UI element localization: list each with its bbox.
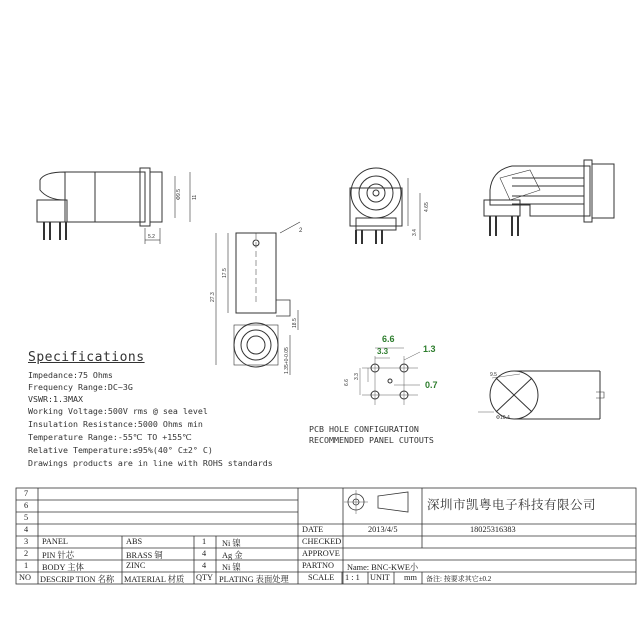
spec-temperature: Temperature Range:-55℃ TO +155℃ <box>28 432 192 442</box>
header-plating: PLATING 表面处理 <box>219 575 289 584</box>
spec-vswr: VSWR:1.3MAX <box>28 394 83 404</box>
dim-pcb-0-7: 0.7 <box>425 380 438 390</box>
scale-label: SCALE <box>308 573 335 582</box>
partno-label: PARTNO <box>302 561 334 570</box>
dim-pcb-3-3-side: 3.3 <box>354 373 360 380</box>
unit-value: mm <box>404 573 417 582</box>
part-3-desc: PANEL <box>42 537 68 546</box>
front-view <box>350 168 420 244</box>
tolerance-note: 备注: 按要求其它±0.2 <box>426 575 492 583</box>
spec-voltage: Working Voltage:500V rms @ sea level <box>28 406 208 416</box>
dim-pcb-6-6-side: 6.6 <box>344 379 350 386</box>
row-number-6: 6 <box>24 501 29 510</box>
part-1-qty: 4 <box>202 561 207 570</box>
unit-label: UNIT <box>370 573 390 582</box>
header-qty: QTY <box>196 573 214 582</box>
dim-pcb-1-3: 1.3 <box>423 344 436 354</box>
header-no: NO <box>19 573 31 582</box>
section-view <box>484 160 614 236</box>
dim-top-17-5: 17.5 <box>222 268 228 278</box>
dim-top-2: 2 <box>299 228 303 234</box>
dim-pcb-6-6: 6.6 <box>382 334 395 344</box>
dim-top-27-3: 27.3 <box>210 292 216 302</box>
scale-value: 1 : 1 <box>345 573 360 582</box>
part-3-no: 3 <box>24 537 29 546</box>
date-value: 2013/4/5 <box>368 525 398 534</box>
dim-top-thread: 1.35+0-0.05 <box>284 347 290 374</box>
specifications-title: Specifications <box>28 350 145 365</box>
partno-value: Name: BNC-KWE小 <box>347 563 419 572</box>
dim-front-3-4: 3.4 <box>412 229 418 236</box>
part-1-material: ZINC <box>126 561 146 570</box>
part-2-desc: PIN 针芯 <box>42 551 75 560</box>
dim-cut-dia-10-4: Φ10.4 <box>496 415 510 421</box>
phone-number: 18025316383 <box>470 525 516 534</box>
row-number-5: 5 <box>24 513 29 522</box>
part-3-plating: Ni 镍 <box>222 539 241 548</box>
pcb-note-line1: PCB HOLE CONFIGURATION <box>309 424 419 434</box>
part-1-desc: BODY 主体 <box>42 563 84 572</box>
dim-side-dia-9-5: Φ9.5 <box>176 189 182 200</box>
spec-impedance: Impedance:75 Ohms <box>28 370 113 380</box>
spec-rohs: Drawings products are in line with ROHS standards <box>28 458 273 468</box>
part-3-material: ABS <box>126 537 143 546</box>
part-2-no: 2 <box>24 549 29 558</box>
company-name: 深圳市凯粤电子科技有限公司 <box>427 497 597 512</box>
row-number-7: 7 <box>24 489 29 498</box>
part-1-no: 1 <box>24 561 29 570</box>
panel-cutout <box>478 371 604 419</box>
dim-front-4-65: 4.65 <box>424 202 430 212</box>
part-2-qty: 4 <box>202 549 207 558</box>
spec-insulation: Insulation Resistance:5000 Ohms min <box>28 419 203 429</box>
spec-frequency: Frequency Range:DC~3G <box>28 382 133 392</box>
dim-top-18-5: 18.5 <box>292 318 298 328</box>
dim-pcb-3-3-top: 3.3 <box>377 347 389 356</box>
part-2-plating: Ag 金 <box>222 551 243 560</box>
date-label: DATE <box>302 525 324 534</box>
pcb-hole-pattern <box>360 348 420 405</box>
approve-label: APPROVE <box>302 549 340 558</box>
part-2-material: BRASS 铜 <box>126 551 163 560</box>
pcb-note-line2: RECOMMENDED PANEL CUTOUTS <box>309 435 434 445</box>
header-description: DESCRIP TION 名称 <box>40 575 115 584</box>
projection-symbol <box>344 490 408 514</box>
part-3-qty: 1 <box>202 537 207 546</box>
header-material: MATERIAL 材质 <box>124 575 185 584</box>
spec-relative-temperature: Relative Temperature:≤95%(40° C±2° C) <box>28 445 213 455</box>
dim-cut-9-5: 9.5 <box>490 372 497 378</box>
dim-side-11: 11 <box>192 194 198 200</box>
checked-label: CHECKED <box>302 537 342 546</box>
row-number-4: 4 <box>24 525 29 534</box>
side-view <box>37 168 190 244</box>
part-1-plating: Ni 镍 <box>222 563 241 572</box>
dim-side-5-2: 5.2 <box>148 234 155 240</box>
